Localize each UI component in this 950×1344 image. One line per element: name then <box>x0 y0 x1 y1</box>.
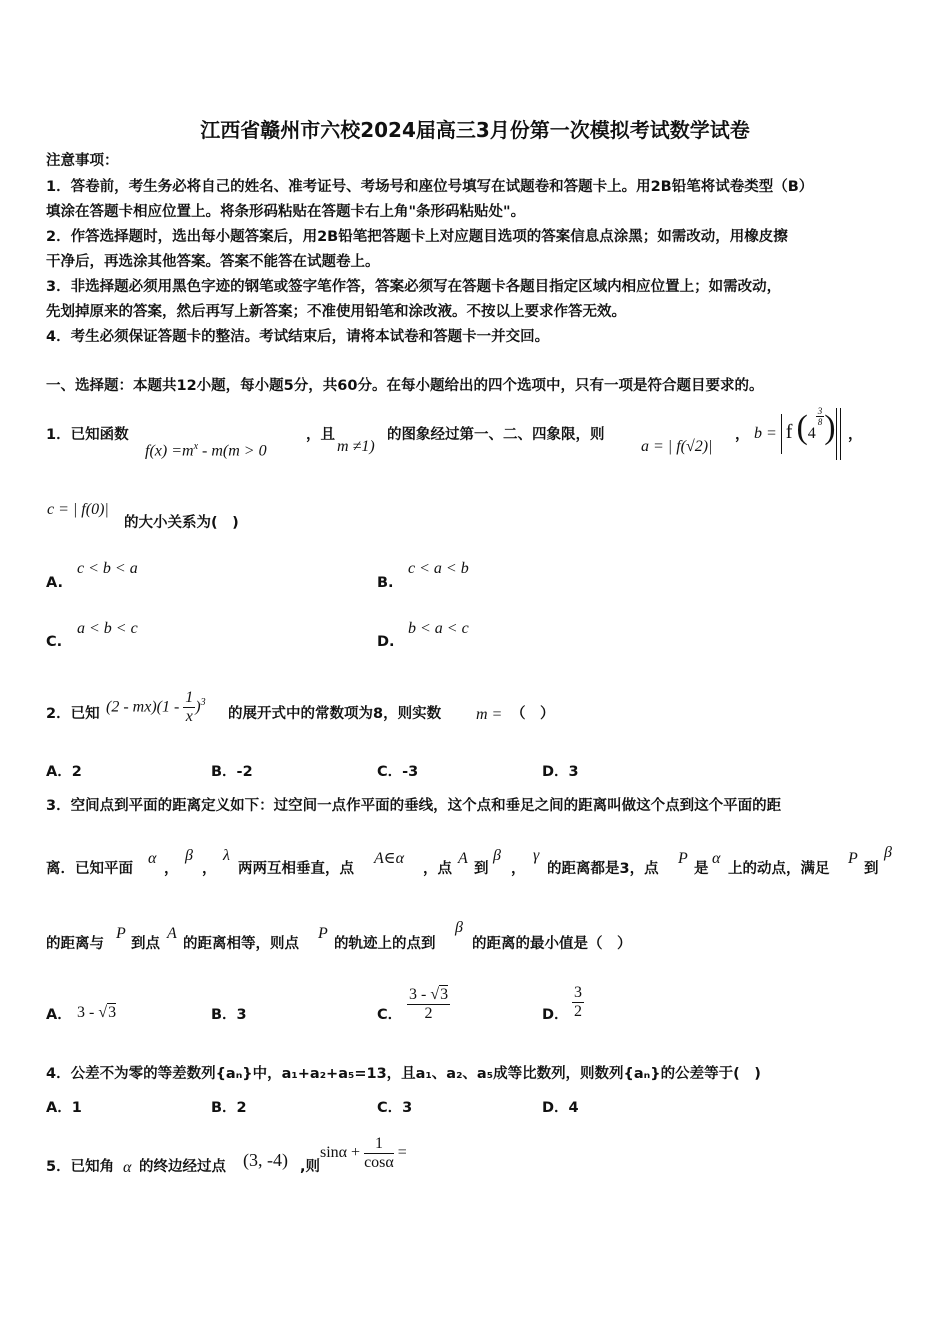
option: A．1 <box>46 1100 82 1116</box>
notice-line: 2．作答选择题时，选出每小题答案后，用2B铅笔把答题卡上对应题目选项的答案信息点涂黑；如需改动，用橡皮擦 <box>46 229 788 245</box>
q3-text: 到 <box>474 861 489 877</box>
abs-bar <box>836 408 841 460</box>
option-expr: b < a < c <box>408 620 469 637</box>
q1-b-def: b = f (4 $\frac{3}{8}$ ) <box>754 402 841 460</box>
abs-bar <box>781 414 782 454</box>
q3-beta: β <box>493 847 501 864</box>
q1-function: $f(x) =m^x - m(m > 0$ <box>145 441 267 460</box>
q5-text: 的终边经过点 <box>139 1159 226 1175</box>
q1-comma: ， <box>735 427 750 443</box>
q3-text: 到点 <box>131 936 160 952</box>
option-expr: $\frac{3}{2}$ <box>574 983 582 1020</box>
q3-text: 的距离的最小值是（ ） <box>472 936 632 952</box>
option-label: A． <box>46 1007 72 1023</box>
option-label: D. <box>377 634 395 650</box>
q3-beta: β <box>884 844 892 861</box>
q2-expression: (2 - mx)(1 - $\frac{1}{x}$ )$^3$ <box>106 689 206 726</box>
q1-text: ，且 <box>306 427 335 443</box>
q3-text: 的距离相等，则点 <box>183 936 299 952</box>
q1-condition: m ≠1) <box>337 438 375 455</box>
q3-text: 3．空间点到平面的距离定义如下：过空间一点作平面的垂线，这个点和垂足之间的距离叫做这个点到这个平面的距 <box>46 798 782 814</box>
q3-beta: β <box>185 847 193 864</box>
q3-text: ， <box>164 861 179 877</box>
option-label: A. <box>46 575 63 591</box>
q5-expression: sinα + $\frac{1}{\cos\alpha}$ = <box>320 1134 407 1171</box>
q3-lambda: λ <box>223 847 230 864</box>
option: B．2 <box>211 1100 247 1116</box>
q1-c-def: c = | f(0)| <box>47 501 109 518</box>
q2-text: 的展开式中的常数项为8，则实数 <box>228 706 442 722</box>
b-exponent: $\frac{3}{8}$ <box>817 406 823 427</box>
option: D．4 <box>542 1100 579 1116</box>
q2-text: （ ） <box>511 706 555 722</box>
option: B．-2 <box>211 764 253 780</box>
q3-beta: β <box>455 919 463 936</box>
q3-alpha: α <box>148 850 157 867</box>
page-title: 江西省赣州市六校2024届高三3月份第一次模拟考试数学试卷 <box>200 118 750 142</box>
q1-text: 的图象经过第一、二、四象限，则 <box>387 427 605 443</box>
option-label: C. <box>46 634 63 650</box>
q3-text: 上的动点，满足 <box>728 861 830 877</box>
q1-a-def: a = | f(√2)| <box>641 438 713 455</box>
paren-left: ( <box>796 409 808 446</box>
q3-point-a: A <box>458 850 468 867</box>
option-label: D． <box>542 1007 569 1023</box>
paren-right: ) <box>824 409 836 446</box>
q3-text: 到 <box>864 861 879 877</box>
q2-text: 2．已知 <box>46 706 100 722</box>
option-label: B. <box>377 575 394 591</box>
option-label: C． <box>377 1007 403 1023</box>
q3-text: 的距离与 <box>46 936 104 952</box>
q3-text: ， <box>511 861 526 877</box>
q3-point-a: A <box>167 925 177 942</box>
q3-text: 两两互相垂直，点 <box>238 861 354 877</box>
option: C．3 <box>377 1100 413 1116</box>
option: C．-3 <box>377 764 419 780</box>
option-expr: $\frac{3 - √3}{2}$ <box>409 985 449 1022</box>
q3-point-p: P <box>116 925 126 942</box>
q3-text: ， <box>202 861 217 877</box>
notice-line: 干净后，再选涂其他答案。答案不能答在试题卷上。 <box>46 254 380 270</box>
q3-alpha: α <box>712 850 721 867</box>
notice-line: 4．考生必须保证答题卡的整洁。考试结束后，请将本试卷和答题卡一并交回。 <box>46 329 550 345</box>
option-expr: 3 - √3 <box>77 1004 117 1021</box>
q3-point-p: P <box>678 850 688 867</box>
q2-var: m = <box>476 706 503 723</box>
option: B．3 <box>211 1007 247 1023</box>
q5-text: 5．已知角 <box>46 1159 115 1175</box>
section-heading: 一、选择题：本题共12小题，每小题5分，共60分。在每小题给出的四个选项中，只有一项是符合题目要求的。 <box>46 378 764 394</box>
q3-text: 是 <box>694 861 709 877</box>
q3-text: 的距离都是3，点 <box>547 861 659 877</box>
q5-point: (3, -4) <box>243 1150 288 1170</box>
notice-line: 3．非选择题必须用黑色字迹的钢笔或签字笔作答，答案必须写在答题卡各题目指定区域内相应位置上；如需改动， <box>46 279 782 295</box>
q3-a-in-alpha: A∈α <box>374 850 405 867</box>
q5-text: ,则 <box>300 1159 321 1175</box>
q3-text: ，点 <box>423 861 452 877</box>
notice-line: 先划掉原来的答案，然后再写上新答案；不准使用铅笔和涂改液。不按以上要求作答无效。 <box>46 304 626 320</box>
option-expr: a < b < c <box>77 620 138 637</box>
q1-comma: ， <box>848 427 863 443</box>
q3-gamma: γ <box>533 847 540 864</box>
option-expr: c < b < a <box>77 560 138 577</box>
q3-text: 的轨迹上的点到 <box>334 936 436 952</box>
q5-alpha: α <box>123 1159 132 1176</box>
q1-text: 的大小关系为( ) <box>124 515 239 531</box>
option: D．3 <box>542 764 579 780</box>
q3-point-p: P <box>848 850 858 867</box>
notice-line: 填涂在答题卡相应位置上。将条形码粘贴在答题卡右上角"条形码粘贴处"。 <box>46 204 526 220</box>
notice-heading: 注意事项： <box>46 153 119 169</box>
q4-text: 4．公差不为零的等差数列{aₙ}中，a₁+a₂+a₅=13，且a₁、a₂、a₅成等比数列，则数列{aₙ}的公差等于( ) <box>46 1066 761 1082</box>
notice-line: 1．答卷前，考生务必将自己的姓名、准考证号、考场号和座位号填写在试题卷和答题卡上。用2B铅笔将试卷类型（B） <box>46 179 814 195</box>
q1-text: 1．已知函数 <box>46 427 129 443</box>
option: A．2 <box>46 764 82 780</box>
q3-point-p: P <box>318 925 328 942</box>
option-expr: c < a < b <box>408 560 469 577</box>
q3-text: 离．已知平面 <box>46 861 133 877</box>
